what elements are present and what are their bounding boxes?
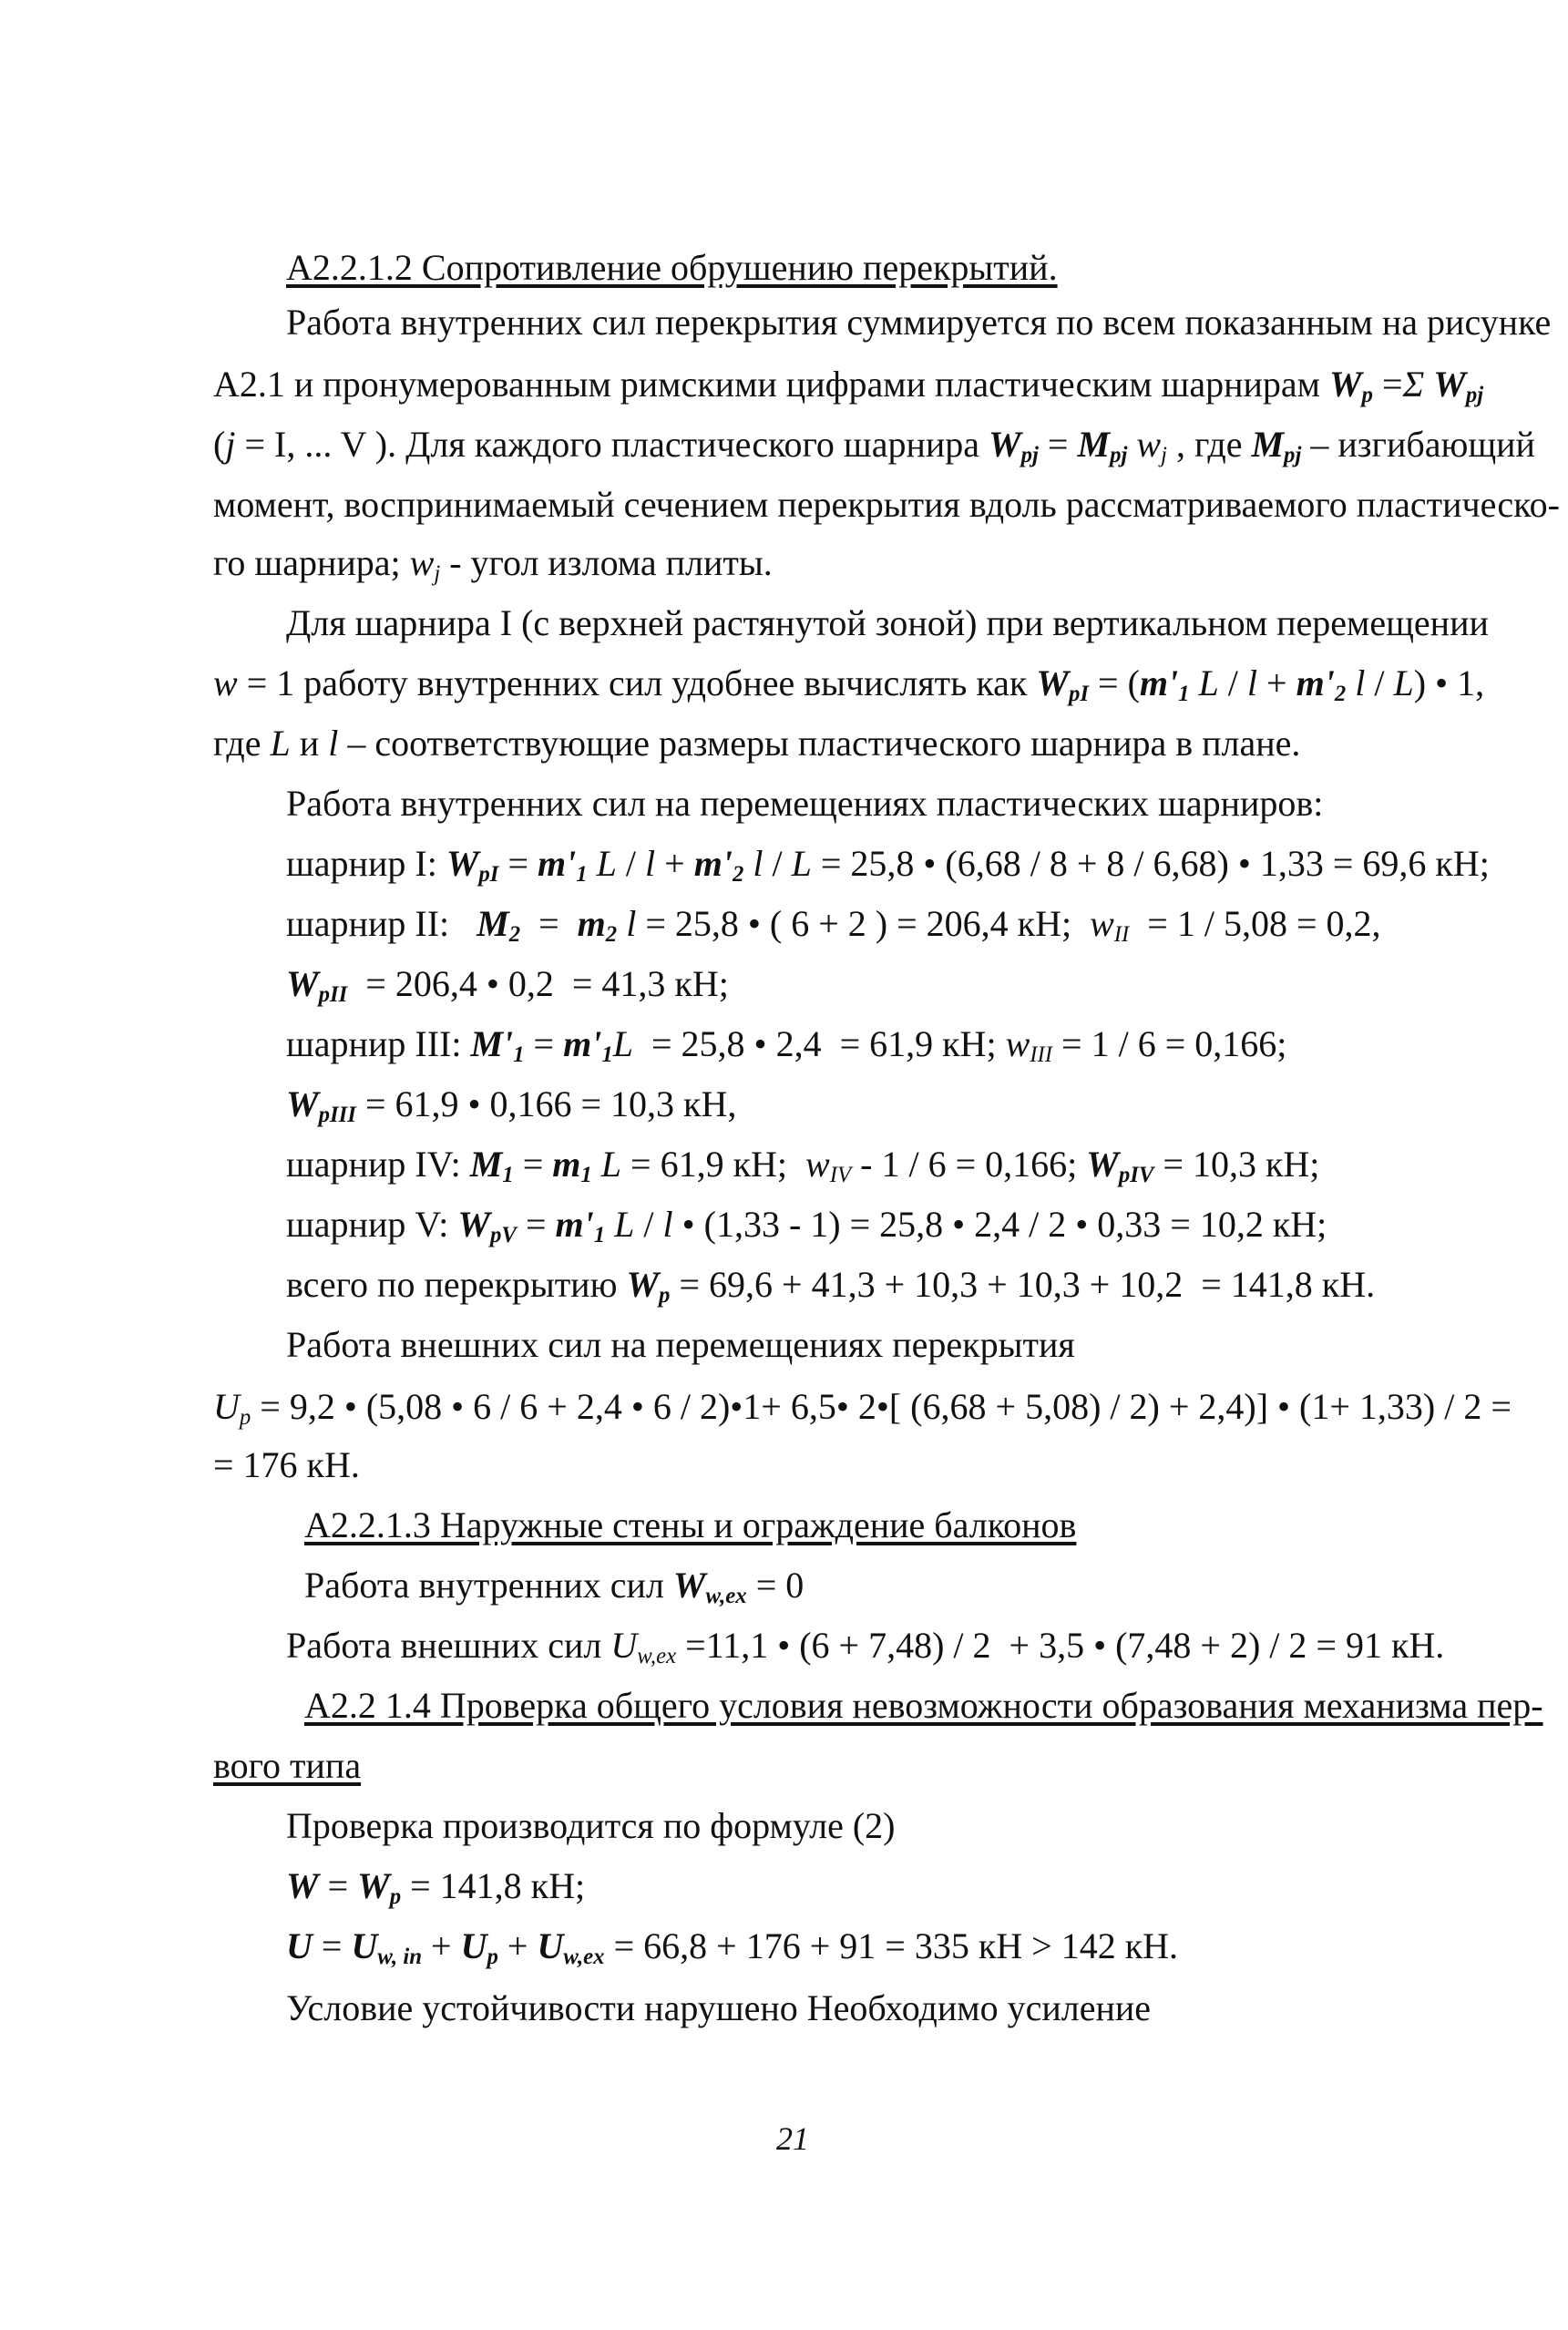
paragraph-line: Проверка производится по формуле (2): [286, 1805, 896, 1846]
formula-line: = 176 кН.: [213, 1444, 360, 1485]
formula-line: $U = U_{w, in} + U_p + U_{w,ex} = 66,8 + 176 + 91 = 335$ кН > 142 кН.: [286, 1925, 1179, 1970]
formula-line: $U_p = 9,2$ • (5,08 • 6 / 6 + 2,4 • 6 / 2)•1+ 6,5• 2•[ (6,68 + 5,08) / 2) + 2,4)] • (1+ 1,33) / 2 =: [213, 1386, 1512, 1431]
section-heading: А2.2.1.2 Сопротивление обрушению перекрытий.: [286, 247, 1058, 288]
calc-line: шарнир IV: $M_1 = m_1$ L = 61,9 кН; $w_{IV} - 1 / 6 = 0,166$; $W_{pIV} = 10,3$ кН;: [286, 1144, 1320, 1188]
paragraph-line: где L и l – соответствующие размеры пластического шарнира в плане.: [213, 723, 1301, 764]
calc-line: шарнир V: $W_{pV} = m'_1$ L / l • (1,33 - 1) = 25,8 • 2,4 / 2 • 0,33 = 10,2 кН;: [286, 1204, 1327, 1248]
paragraph-line: w = 1 работу внутренних сил удобнее вычислять как $W_{pI} = (m'_1$ $L / l + m'_2$ l / L) • 1,: [213, 662, 1485, 707]
paragraph-line: А2.1 и пронумерованным римскими цифрами пластическим шарнирам $W_p =\Sigma$ $W_{pj}$: [213, 364, 1484, 408]
paragraph-line: го шарнира; $w_j$ - угол излома плиты.: [213, 542, 773, 587]
calc-line: шарнир I: $W_{pI} = m'_1$ $L / l + m'_2$ l / L = 25,8 • (6,68 / 8 + 8 / 6,68) • 1,33 = 69,6 кН;: [286, 843, 1490, 888]
paragraph-line: момент, воспринимаемый сечением перекрытия вдоль рассматриваемого пластическо-: [213, 484, 1560, 525]
paragraph-line: Для шарнира I (с верхней растянутой зоной) при вертикальном перемещении: [286, 602, 1489, 643]
calc-line: шарнир III: $M'_1 = m'_1L = 25,8$ • 2,4 = 61,9 кН; $w_{III} = 1 / 6 = 0,166$;: [286, 1023, 1287, 1068]
calc-line: шарнир II: $M_2 = m_2$ l = 25,8 • ( 6 + 2 ) = 206,4 кН; $w_{II} = 1 / 5,08 = 0,2$,: [286, 903, 1381, 948]
paragraph-line: Работа внешних сил на перемещениях перекрытия: [286, 1324, 1075, 1365]
paragraph-line: Работа внутренних сил перекрытия суммируется по всем показанным на рисунке: [286, 302, 1552, 343]
page-number: 21: [776, 2120, 809, 2157]
calc-line: всего по перекрытию $W_p = 69,6 + 41,3 + 10,3 + 10,3 + 10,2 = 141,8$ кН.: [286, 1264, 1376, 1309]
paragraph-line: (j = I, ... V ). Для каждого пластического шарнира $W_{pj} = M_{pj}$ $w_j$ , где $M_{pj}$ – изгибающий: [213, 424, 1535, 468]
paragraph-line: Работа внешних сил $U_{w,ex} =11,1$ • (6 + 7,48) / 2 + 3,5 • (7,48 + 2) / 2 = 91 кН.: [286, 1625, 1445, 1669]
formula-line: $W = W_p = 141,8$ кН;: [286, 1865, 586, 1910]
section-heading: А2.2.1.3 Наружные стены и ограждение балконов: [304, 1504, 1077, 1545]
calc-line: $W_{pII} = 206,4$ • 0,2 = 41,3 кН;: [286, 963, 729, 1008]
section-heading: А2.2 1.4 Проверка общего условия невозможности образования механизма пер-: [304, 1685, 1543, 1726]
section-heading: вого типа: [213, 1745, 362, 1786]
paragraph-line: Работа внутренних сил на перемещениях пластических шарниров:: [286, 783, 1324, 824]
paragraph-line: Работа внутренних сил $W_{w,ex} = 0$: [304, 1565, 804, 1609]
conclusion: Условие устойчивости нарушено Необходимо усиление: [286, 1987, 1152, 2028]
calc-line: $W_{pIII} = 61,9$ • 0,166 = 10,3 кН,: [286, 1083, 737, 1128]
